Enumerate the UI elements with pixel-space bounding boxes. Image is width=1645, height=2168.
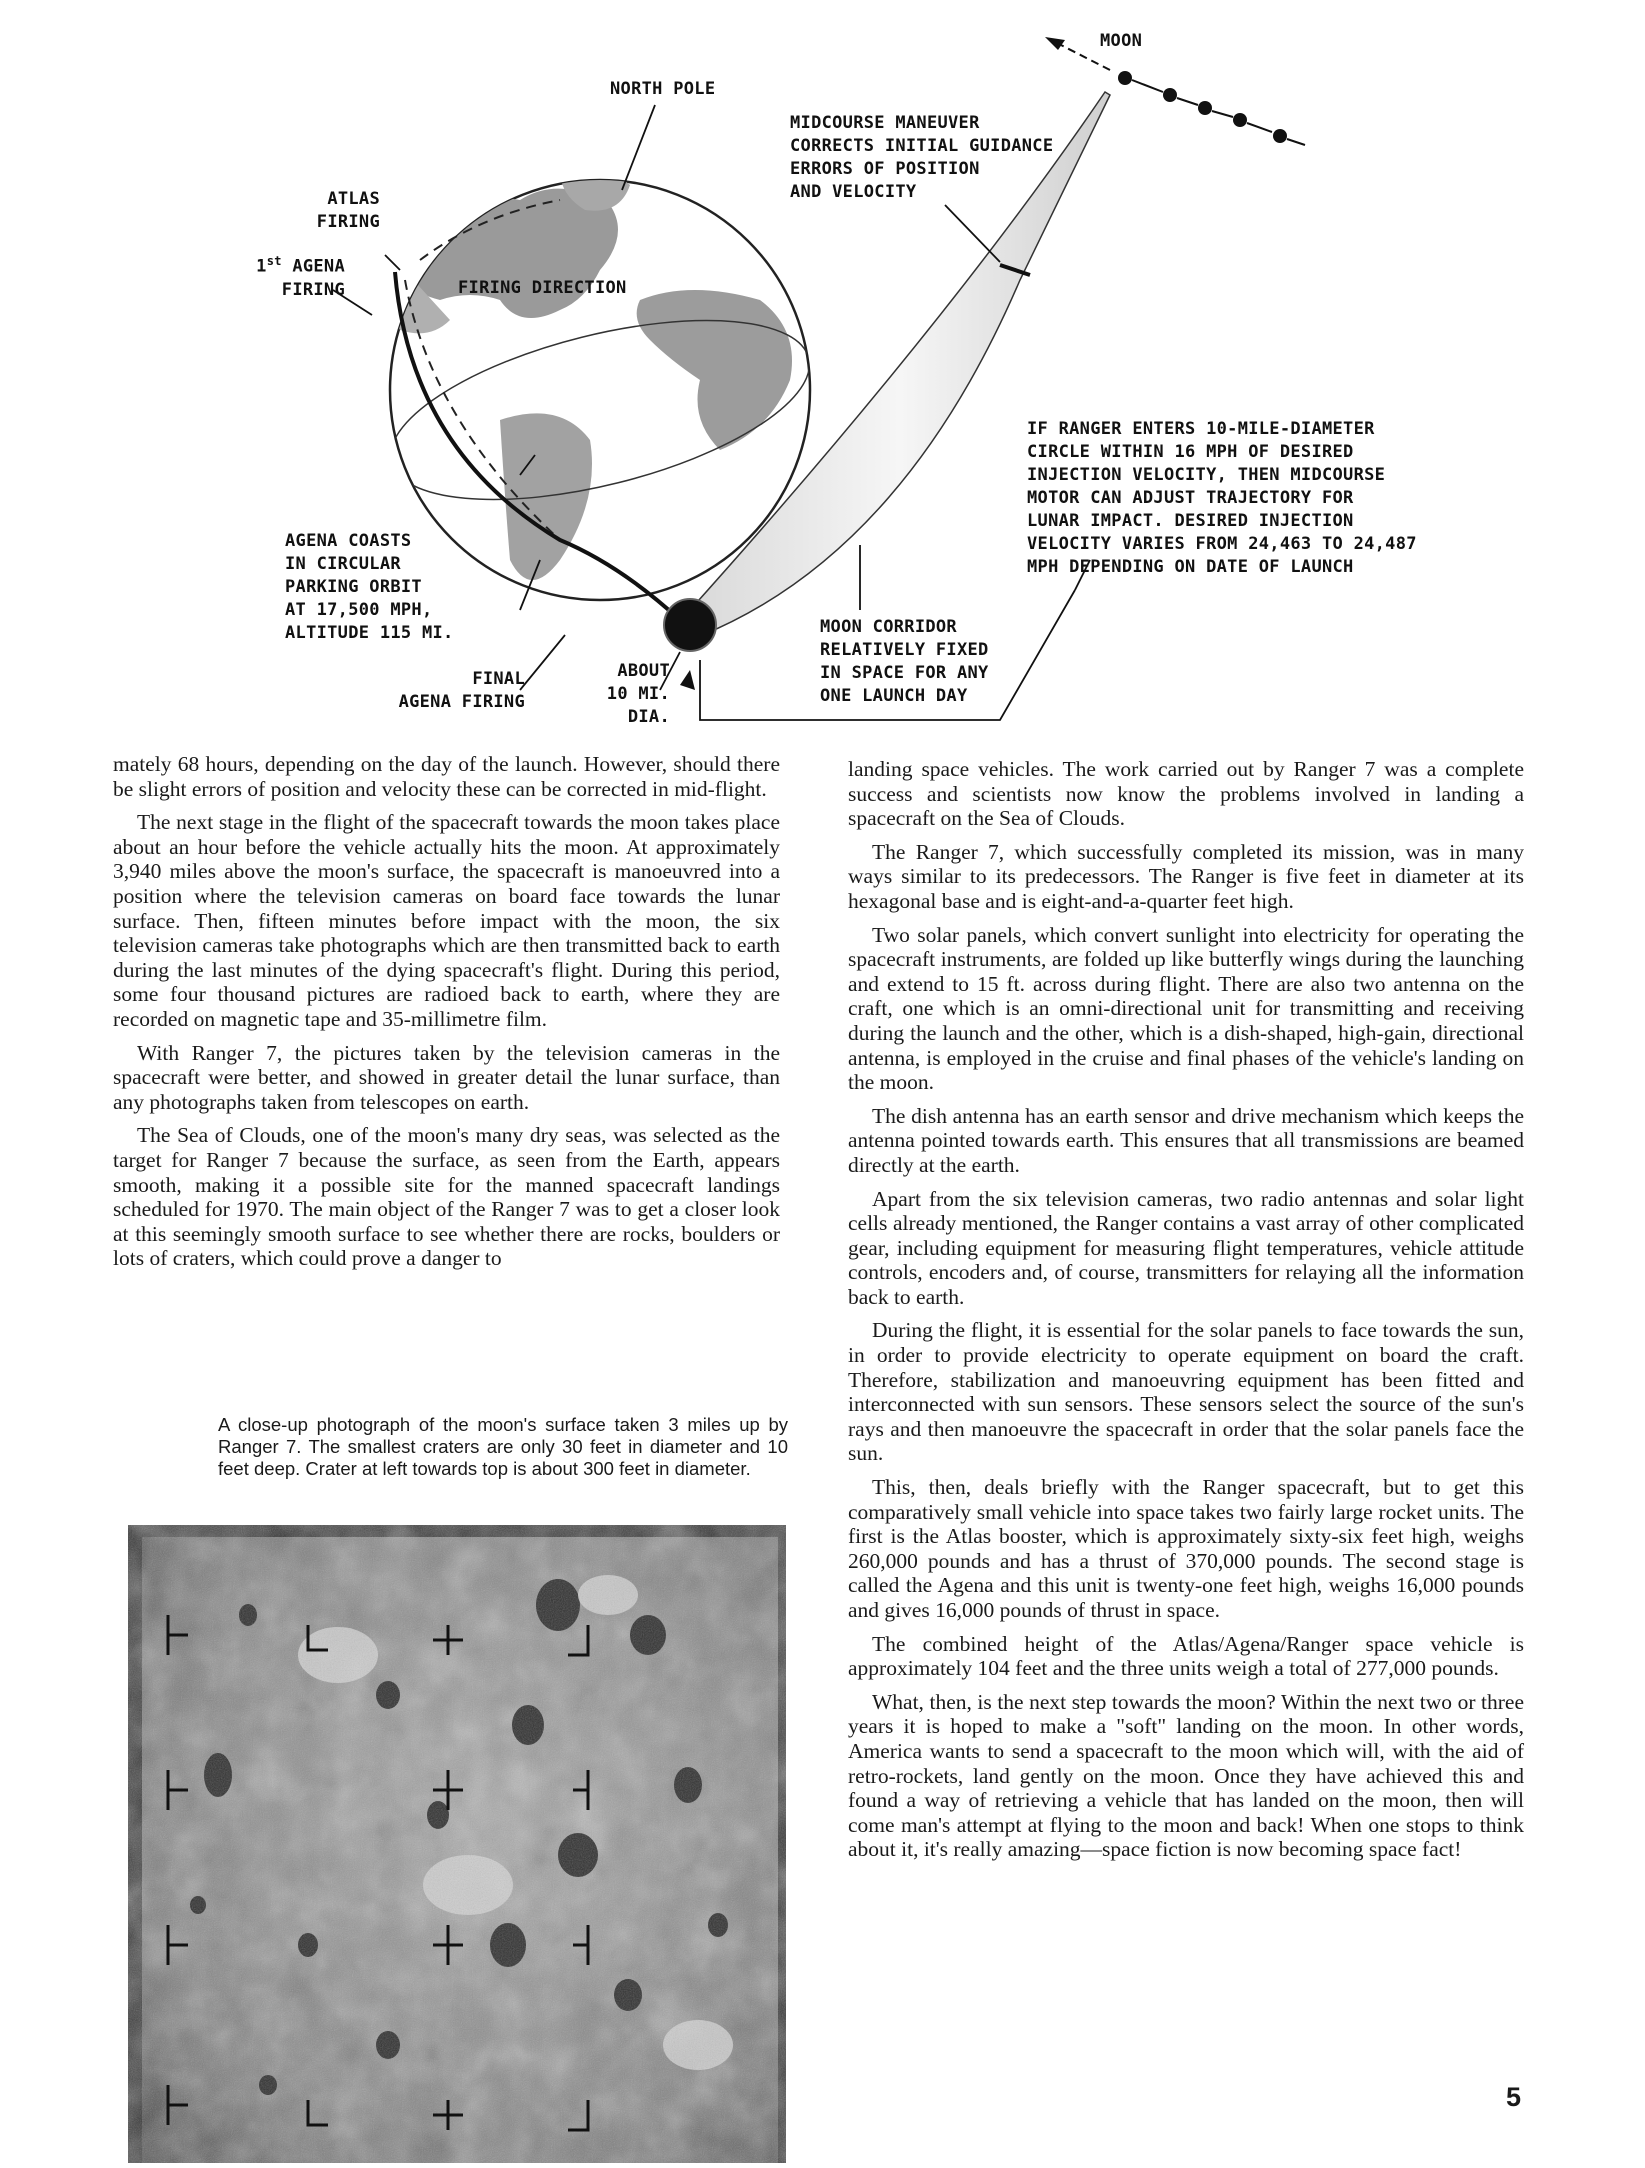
right-paragraph-6: During the flight, it is essential for the solar panels to face towards the sun, in order to provide electricity to operate equipment on board the craft. Therefore, stabilization and manoeuvring equipment has been fitted and interconnected with sun sensors. These sensors select the source of the sun's rays and then manoeuvre the spacecraft in order that the solar panels face the sun. [848, 1318, 1524, 1466]
arrow-head-icon [1045, 37, 1065, 50]
label-first-agena-num: 1 [256, 256, 267, 277]
label-midcourse: MIDCOURSE MANEUVER CORRECTS INITIAL GUIDANCE ERRORS OF POSITION AND VELOCITY [790, 113, 1054, 202]
label-moon-corridor: MOON CORRIDOR RELATIVELY FIXED IN SPACE FOR ANY ONE LAUNCH DAY [820, 617, 989, 706]
label-about-10mi: ABOUT 10 MI. DIA. [606, 661, 670, 727]
right-paragraph-3: Two solar panels, which convert sunlight into electricity for operating the spacecraft instruments, are folded up like butterfly wings during the launching and extend to 15 ft. across during flight. There are also two antenna on the craft, one which is an omni-directional unit for transmitting and receiving during the launch and the other, which is a dish-shaped, high-gain, directional antenna, is employed in the cruise and final phases of the vehicle's landing on the moon. [848, 922, 1524, 1095]
label-first-agena-rest: AGENA FIRING [281, 256, 345, 300]
page-number: 5 [1506, 2082, 1522, 2112]
right-paragraph-8: The combined height of the Atlas/Agena/Ranger space vehicle is approximately 104 feet and the three units weigh a total of 277,000 pounds. [848, 1631, 1524, 1681]
label-north-pole: NORTH POLE [610, 79, 716, 99]
moon-surface-photo-svg [128, 1525, 786, 2163]
moon-surface-photo [128, 1525, 786, 2163]
left-paragraph-1: mately 68 hours, depending on the day of the launch. However, should there be slight errors of position and velocity these can be corrected in mid-flight. [113, 752, 780, 801]
right-paragraph-9: What, then, is the next step towards the moon? Within the next two or three years it is hoped to make a "soft" landing on the moon. In other words, America wants to send a spacecraft to the moon which will, with the aid of retro-rockets, land gently on the moon. Once they have achieved this and found a way of retrieving a vehicle that has landed on the moon, then will come man's attempt at flying to the moon and back! When one stops to think about it, it's really amazing—space fiction is now becoming space fact! [848, 1689, 1524, 1862]
label-moon: MOON [1100, 31, 1143, 51]
left-column [113, 752, 780, 1280]
label-final-agena: FINAL AGENA FIRING [398, 669, 525, 712]
trajectory-diagram [0, 0, 1645, 740]
right-paragraph-1: landing space vehicles. The work carried out by Ranger 7 was a complete success and scientists now know the problems involved in landing a spacecraft on the Sea of Clouds. [848, 757, 1524, 831]
left-paragraph-3: With Ranger 7, the pictures taken by the television cameras in the spacecraft were better, and showed in greater detail the lunar surface, than any photographs taken from telescopes on earth. [113, 1040, 780, 1114]
moon-positions [1118, 71, 1305, 145]
left-paragraph-4: The Sea of Clouds, one of the moon's many dry seas, was selected as the target for Ranger 7 because the surface, as seen from the Earth, appears smooth, making it a possible site for the manned spacecraft landings scheduled for 1970. The main object of the Ranger 7 was to get a closer look at this seemingly smooth surface to see whether there are rocks, boulders or lots of craters, which could prove a danger to [113, 1123, 780, 1271]
label-ranger-enters: IF RANGER ENTERS 10-MILE-DIAMETER CIRCLE WITHIN 16 MPH OF DESIRED INJECTION VELOCITY, THEN MIDCOURSE MOTOR CAN ADJUST TRAJECTORY FOR LUNAR IMPACT. DESIRED INJECTION VELOCITY VARIES FROM 24,463 TO 24,487 MPH DEPENDING ON DATE OF LAUNCH [1027, 419, 1417, 577]
label-first-agena [250, 250, 345, 302]
label-atlas-firing: ATLAS FIRING [316, 189, 380, 232]
label-first-agena-sup: st [266, 254, 282, 268]
right-column [848, 757, 1524, 1871]
label-firing-direction: FIRING DIRECTION [458, 278, 627, 298]
label-agena-coasts: AGENA COASTS IN CIRCULAR PARKING ORBIT AT 17,500 MPH, ALTITUDE 115 MI. [285, 531, 454, 643]
right-paragraph-7: This, then, deals briefly with the Ranger spacecraft, but to get this comparatively small vehicle into space takes two fairly large rocket units. The first is the Atlas booster, which is approximately sixty-six feet high, weighs 260,000 pounds and has a thrust of 370,000 pounds. The second stage is called the Agena and this unit is twenty-one feet high, weighs 16,000 pounds and gives 16,000 pounds of thrust in space. [848, 1475, 1524, 1622]
photo-caption: A close-up photograph of the moon's surface taken 3 miles up by Ranger 7. The smallest craters are only 30 feet in diameter and 10 feet deep. Crater at left towards top is about 300 feet in diameter. [218, 1414, 788, 1479]
right-paragraph-5: Apart from the six television cameras, two radio antennas and solar light cells already mentioned, the Ranger contains a vast array of other complicated gear, including equipment for measuring flight temperatures, vehicle attitude controls, encoders and, of course, transmitters for relaying all the information back to earth. [848, 1186, 1524, 1309]
right-paragraph-4: The dish antenna has an earth sensor and drive mechanism which keeps the antenna pointed towards earth. This ensures that all transmissions are beamed directly at the earth. [848, 1103, 1524, 1177]
right-paragraph-2: The Ranger 7, which successfully completed its mission, was in many ways similar to its predecessors. The Ranger is five feet in diameter at its hexagonal base and is eight-and-a-quarter feet high. [848, 839, 1524, 913]
left-paragraph-2: The next stage in the flight of the spacecraft towards the moon takes place about an hour before the vehicle actually hits the moon. At approximately 3,940 miles above the moon's surface, the spacecraft is manoeuvred into a position where the television cameras on board face towards the lunar surface. Then, fifteen minutes before impact with the moon, the six television cameras take photographs which are then transmitted back to earth during the last minutes of the dying spacecraft's flight. During this period, some four thousand pictures are radioed back to earth, where they are recorded on magnetic tape and 35-millimetre film. [113, 810, 780, 1031]
